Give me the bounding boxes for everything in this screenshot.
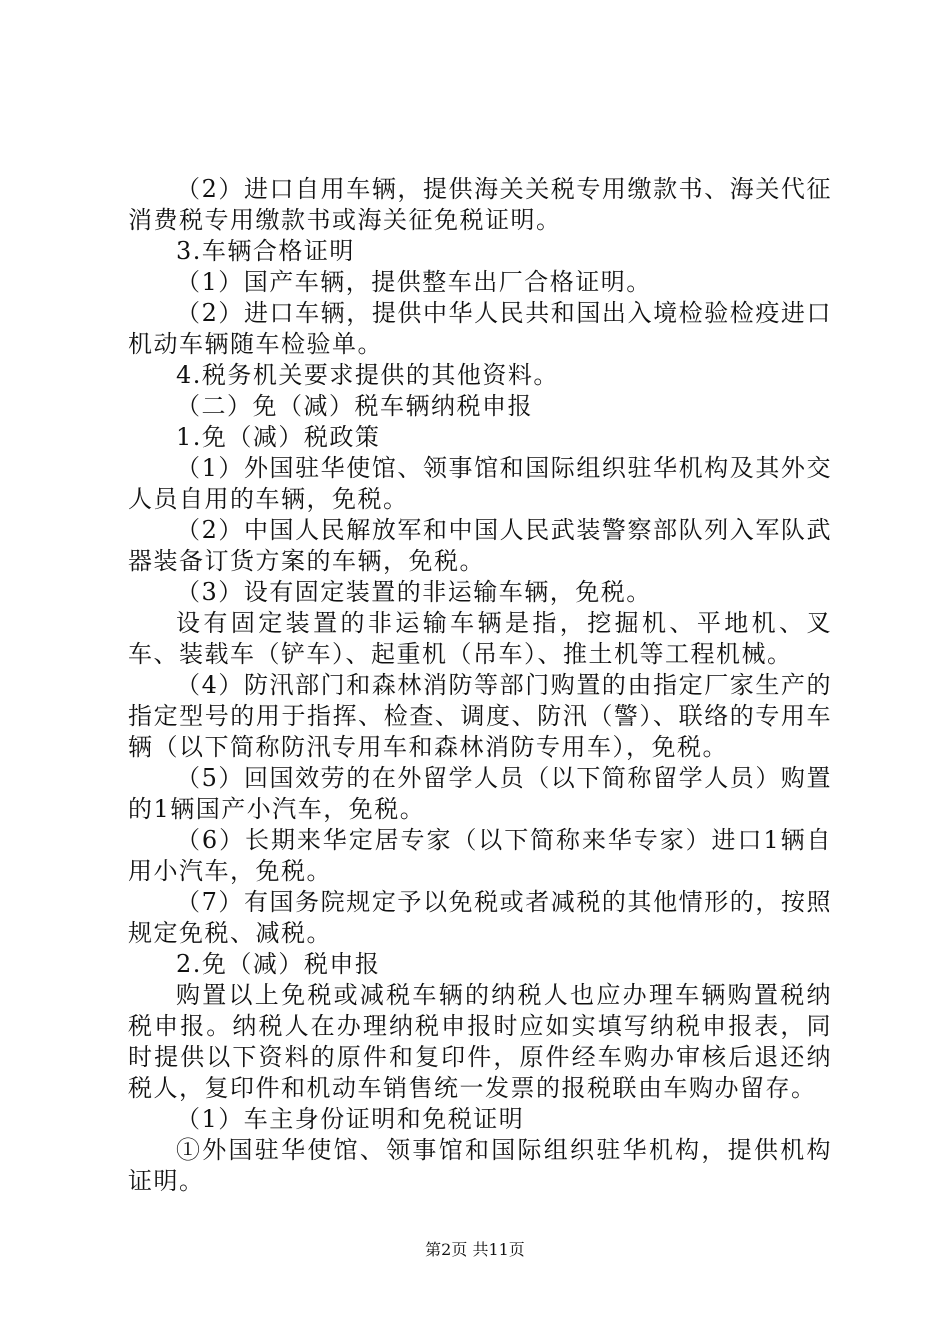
heading-exemption-policy: 1.免（减）税政策 <box>176 423 381 451</box>
paragraph-foreign-embassy-proof: ①外国驻华使馆、领事馆和国际组织驻华机构，提供机构证明。 <box>128 1136 832 1195</box>
paragraph-policy-item-5: （5）回国效劳的在外留学人员（以下简称留学人员）购置的1辆国产小汽车，免税。 <box>128 764 832 823</box>
document-body <box>128 174 832 1197</box>
heading-other-materials: 4.税务机关要求提供的其他资料。 <box>176 361 559 389</box>
heading-vehicle-certificate: 3.车辆合格证明 <box>176 237 355 265</box>
paragraph-policy-item-4: （4）防汛部门和森林消防等部门购置的由指定厂家生产的指定型号的用于指挥、检查、调度、防汛（警）、联络的专用车辆（以下简称防汛专用车和森林消防专用车），免税。 <box>128 671 832 761</box>
heading-exempt-declaration: （二）免（减）税车辆纳税申报 <box>176 392 533 420</box>
paragraph-policy-item-3: （3）设有固定装置的非运输车辆，免税。 <box>176 578 652 606</box>
paragraph-owner-identity: （1）车主身份证明和免税证明 <box>176 1105 525 1133</box>
paragraph-fixed-device-definition: 设有固定装置的非运输车辆是指，挖掘机、平地机、叉车、装载车（铲车）、起重机（吊车）、推土机等工程机械。 <box>128 609 832 668</box>
paragraph-policy-item-2: （2）中国人民解放军和中国人民武装警察部队列入军队武器装备订货方案的车辆，免税。 <box>128 516 832 575</box>
paragraph-domestic-vehicle: （1）国产车辆，提供整车出厂合格证明。 <box>176 268 652 296</box>
paragraph-policy-item-6: （6）长期来华定居专家（以下简称来华专家）进口1辆自用小汽车，免税。 <box>128 826 832 885</box>
heading-exempt-filing: 2.免（减）税申报 <box>176 950 381 978</box>
paragraph-imported-vehicle-inspection: （2）进口车辆，提供中华人民共和国出入境检验检疫进口机动车辆随车检验单。 <box>128 299 832 358</box>
page-footer: 第2页 共11页 <box>425 1240 525 1259</box>
paragraph-imported-vehicle-customs: （2）进口自用车辆，提供海关关税专用缴款书、海关代征消费税专用缴款书或海关征免税证明。 <box>128 175 832 234</box>
paragraph-policy-item-1: （1）外国驻华使馆、领事馆和国际组织驻华机构及其外交人员自用的车辆，免税。 <box>128 454 832 513</box>
paragraph-policy-item-7: （7）有国务院规定予以免税或者减税的其他情形的，按照规定免税、减税。 <box>128 888 832 947</box>
paragraph-filing-requirements: 购置以上免税或减税车辆的纳税人也应办理车辆购置税纳税申报。纳税人在办理纳税申报时应如实填写纳税申报表，同时提供以下资料的原件和复印件，原件经车购办审核后退还纳税人，复印件和机动车销售统一发票的报税联由车购办留存。 <box>128 981 832 1102</box>
